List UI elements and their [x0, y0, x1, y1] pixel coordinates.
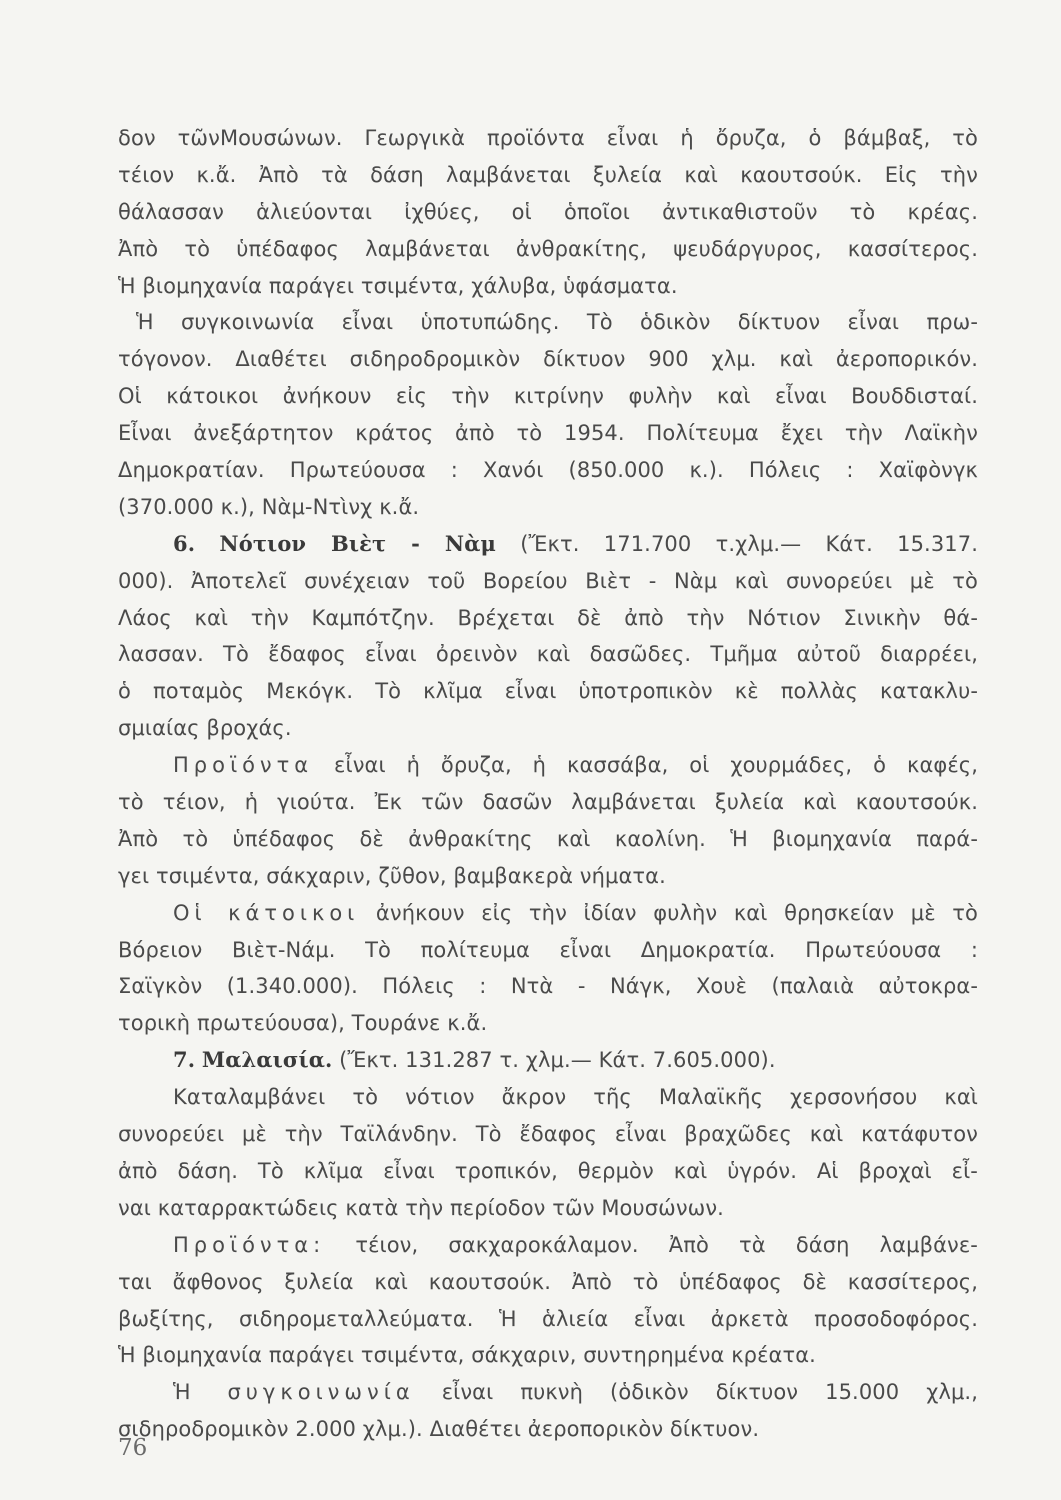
inhabitants-label: Οἱ κάτοικοι — [173, 900, 360, 925]
text-line: Δημοκρατίαν. Πρωτεύουσα : Χανόι (850.000 κ.). Πόλεις : Χαϊφὸνγκ — [118, 458, 978, 483]
text-line: Καταλαμβάνει τὸ νότιον ἄκρον τῆς Μαλαϊκῆς χερσονήσου καὶ — [173, 1085, 978, 1110]
text-line: ναι καταρρακτώδεις κατὰ τὴν περίοδον τῶν Μουσώνων. — [118, 1195, 724, 1220]
text-line — [118, 1227, 978, 1264]
text-line: Ἀπὸ τὸ ὑπέδαφος λαμβάνεται ἀνθρακίτης, ψευδάργυρος, κασσίτερος. — [118, 236, 978, 261]
text-line: (370.000 κ.), Νὰμ-Ντὶνχ κ.ἄ. — [118, 494, 420, 519]
page-number: 76 — [118, 1435, 148, 1461]
section-number: 7. — [173, 1047, 196, 1073]
text-line: Βόρειον Βιὲτ-Νάμ. Τὸ πολίτευμα εἶναι Δημοκρατία. Πρωτεύουσα : — [118, 937, 978, 962]
products-text: εἶναι ἡ ὄρυζα, ἡ κασσάβα, οἱ χουρμάδες, ὁ καφές, — [334, 753, 978, 778]
text-line: γει τσιμέντα, σάκχαριν, ζῦθον, βαμβακερὰ νήματα. — [118, 863, 666, 888]
text-line — [118, 747, 978, 784]
text-line: λασσαν. Τὸ ἔδαφος εἶναι ὀρεινὸν καὶ δασῶδες. Τμῆμα αὐτοῦ διαρρέει, — [118, 642, 978, 667]
text-line: Ἡ συγκοινωνία εἶναι ὑποτυπώδης. Τὸ ὁδικὸν δίκτυον εἶναι πρω- — [136, 310, 978, 335]
section-stats: (Ἔκτ. 131.287 τ. χλμ.— Κάτ. 7.605.000). — [339, 1048, 776, 1073]
text-line: ται ἄφθονος ξυλεία καὶ καουτσούκ. Ἀπὸ τὸ ὑπέδαφος δὲ κασσίτερος, — [118, 1269, 978, 1294]
text-line: Ἡ βιομηχανία παράγει τσιμέντα, σάκχαριν, συντηρημένα κρέατα. — [118, 1343, 816, 1368]
text-line: τόγονον. Διαθέτει σιδηροδρομικὸν δίκτυον 900 χλμ. καὶ ἀεροπορικόν. — [118, 347, 978, 372]
text-line: δον τῶνΜουσώνων. Γεωργικὰ προϊόντα εἶναι ἡ ὄρυζα, ὁ βάμβαξ, τὸ — [118, 126, 978, 150]
text-line: τέιον κ.ἄ. Ἀπὸ τὰ δάση λαμβάνεται ξυλεία καὶ καουτσούκ. Εἰς τὴν — [118, 162, 978, 187]
communication-text: εἶναι πυκνὴ (ὁδικὸν δίκτυον 15.000 χλμ., — [441, 1380, 978, 1405]
text-line: ὁ ποταμὸς Μεκόγκ. Τὸ κλῖμα εἶναι ὑποτροπικὸν κὲ πολλὰς κατακλυ- — [118, 679, 978, 704]
section-heading-7 — [118, 1042, 978, 1079]
text-line — [118, 1374, 978, 1411]
text-line: ἀπὸ δάση. Τὸ κλῖμα εἶναι τροπικόν, θερμὸν καὶ ὑγρόν. Αἱ βροχαὶ εἶ- — [118, 1158, 978, 1183]
text-line: τὸ τέιον, ἡ γιούτα. Ἐκ τῶν δασῶν λαμβάνεται ξυλεία καὶ καουτσούκ. — [118, 790, 978, 815]
section-number: 6. — [173, 530, 196, 556]
text-line: Ἡ βιομηχανία παράγει τσιμέντα, χάλυβα, ὑφάσματα. — [118, 273, 678, 298]
products-label: Προϊόντα — [173, 753, 314, 778]
text-line: σιδηροδρομικὸν 2.000 χλμ.). Διαθέτει ἀεροπορικὸν δίκτυον. — [118, 1417, 760, 1442]
section-stats: (Ἔκτ. 171.700 τ.χλμ.— Κάτ. 15.317. — [520, 531, 978, 556]
text-line: Εἶναι ἀνεξάρτητον κράτος ἀπὸ τὸ 1954. Πολίτευμα ἔχει τὴν Λαϊκὴν — [118, 421, 978, 446]
text-line: θάλασσαν ἁλιεύονται ἰχθύες, οἱ ὁποῖοι ἀντικαθιστοῦν τὸ κρέας. — [118, 199, 978, 224]
text-line: βωξίτης, σιδηρομεταλλεύματα. Ἡ ἁλιεία εἶναι ἀρκετὰ προσοδοφόρος. — [118, 1306, 978, 1331]
text-line: Λάος καὶ τὴν Καμπότζην. Βρέχεται δὲ ἀπὸ τὴν Νότιον Σινικὴν θά- — [118, 605, 978, 630]
text-line: συνορεύει μὲ τὴν Ταϊλάνδην. Τὸ ἔδαφος εἶναι βραχῶδες καὶ κατάφυτον — [118, 1122, 978, 1147]
body-text — [118, 120, 978, 1448]
text-line: Σαϊγκὸν (1.340.000). Πόλεις : Ντὰ - Νάγκ, Χουὲ (παλαιὰ αὐτοκρα- — [118, 974, 978, 999]
text-line — [118, 895, 978, 932]
text-line: Ἀπὸ τὸ ὑπέδαφος δὲ ἀνθρακίτης καὶ καολίνη. Ἡ βιομηχανία παρά- — [118, 826, 978, 851]
section-title: Νότιον Βιὲτ - Νὰμ — [219, 530, 496, 556]
products-label: Προϊόντα: — [173, 1232, 326, 1257]
inhabitants-text: ἀνήκουν εἰς τὴν ἰδίαν φυλὴν καὶ θρησκείαν μὲ τὸ — [375, 900, 978, 925]
section-heading-6 — [118, 526, 978, 563]
text-line: 000). Ἀποτελεῖ συνέχειαν τοῦ Βορείου Βιὲτ - Νὰμ καὶ συνορεύει μὲ τὸ — [118, 568, 978, 593]
communication-label: Ἡ συγκοινωνία — [173, 1380, 415, 1405]
section-title: Μαλαισία. — [201, 1047, 333, 1073]
products-text: τέιον, σακχαροκάλαμον. Ἀπὸ τὰ δάση λαμβάνε- — [355, 1232, 978, 1257]
text-line: Οἱ κάτοικοι ἀνήκουν εἰς τὴν κιτρίνην φυλὴν καὶ εἶναι Βουδδισταί. — [118, 384, 978, 409]
text-line: τορικὴ πρωτεύουσα), Τουράνε κ.ἄ. — [118, 1011, 488, 1036]
text-line: σμιαίας βροχάς. — [118, 716, 292, 741]
